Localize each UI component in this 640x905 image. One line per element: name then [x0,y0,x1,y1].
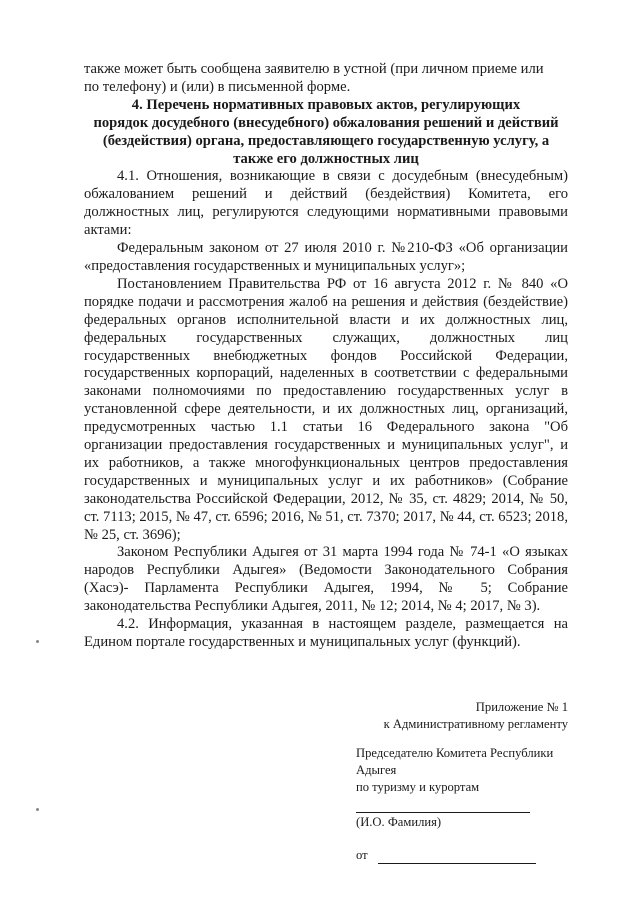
paragraph-4-1: 4.1. Отношения, возникающие в связи с досудебным (внесудебным) обжалованием решений и действий (бездействия) Комитета, его должностных лиц, регулируются следующими нормативными правовыми актами: [84,168,568,239]
name-caption: (И.О. Фамилия) [356,815,442,829]
addressee-line: Председателю Комитета Республики Адыгея [356,746,554,777]
from-fill-line[interactable] [378,851,536,864]
heading-line: (бездействия) органа, предоставляющего государственную услугу, а [102,132,550,149]
heading-line: также его должностных лиц [233,150,419,167]
appendix-subtitle: к Административному регламенту [383,717,568,731]
name-fill-line[interactable] [356,796,530,813]
heading-line: порядок досудебного (внесудебного) обжалования решений и действий [93,114,559,131]
heading-line: 4. Перечень нормативных правовых актов, регулирующих [131,96,521,113]
document-body [84,61,568,652]
paragraph-federal-law: Федеральным законом от 27 июля 2010 г. №210-ФЗ «Об организации «предоставления государственных и муниципальных услуг»; [84,240,568,274]
paragraph-adygea-law: Законом Республики Адыгея от 31 марта 1994 года № 74-1 «О языках народов Республики Адыгея» (Ведомости Законодательного Собрания (Хасэ)- Парламента Республики Адыгея, 1994, № 5; Собрание законодательства Республики Адыгея, 2011, № 12; 2014, № 4; 2017, № 3). [84,544,568,615]
section-4-heading [84,97,568,169]
paragraph-government-decree: Постановлением Правительства РФ от 16 августа 2012 г. № 840 «О порядке подачи и рассмотрения жалоб на решения и действия (бездействие) федеральных органов исполнительной власти и их должностных лиц, федеральных государственных служащих, должностных лиц государственных внебюджетных фондов Российской Федерации, государственных корпораций, наделенных в соответствии с федеральными законами полномочиями по предоставлению государственных услуг в установленной сфере деятельности, и их должностных лиц, организаций, предусмотренных частью 1.1 статьи 16 Федерального закона "Об организации предоставления государственных и муниципальных услуг", и их работников, а также многофункциональных центров предоставления государственных и муниципальных услуг и их работников» (Собрание законодательства Российской Федерации, 2012, № 35, ст. 4829; 2014, № 50, ст. 7113; 2015, № 47, ст. 6596; 2016, № 51, ст. 7370; 2017, № 44, ст. 6523; 2018, № 25, ст. 3696); [84,275,568,543]
addressee-block [356,745,596,864]
appendix-title: Приложение № 1 [475,700,568,714]
intro-line: также может быть сообщена заявителю в устной (при личном приеме или [84,61,544,77]
intro-line: по телефону) и (или) в письменной форме. [84,78,351,95]
from-label: от [356,848,368,862]
from-row [356,847,596,864]
intro-paragraph [84,61,568,97]
addressee-line: по туризму и курортам [356,780,480,794]
appendix-header [384,699,568,733]
paragraph-4-2: 4.2. Информация, указанная в настоящем разделе, размещается на Едином портале государственных и муниципальных услуг (функций). [84,616,568,650]
scan-speck [36,808,39,811]
scan-speck [36,640,39,643]
